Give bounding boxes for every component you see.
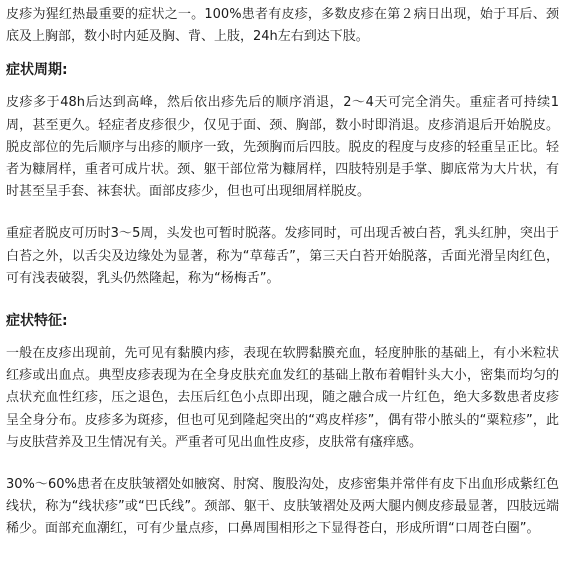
spacer xyxy=(6,454,559,474)
spacer xyxy=(6,290,559,310)
cycle-paragraph-2: 重症者脱皮可历时3～5周，头发也可暂时脱落。发疹同时，可出现舌被白苔，乳头红肿，突出于白苔之外，以舌尖及边缘处为显著，称为“草莓舌”，第三天白苔开始脱落，舌面光滑呈肉红色，可有浅表破裂，乳头仍然隆起，称为“杨梅舌”。 xyxy=(6,226,559,286)
spacer xyxy=(6,332,559,343)
spacer xyxy=(6,203,559,223)
spacer xyxy=(6,81,559,92)
cycle-paragraph-1: 皮疹多于48h后达到高峰，然后依出疹先后的顺序消退，2～4天可完全消失。重症者可持续1周，甚至更久。轻症者皮疹很少，仅见于面、颈、胸部，数小时即消退。皮疹消退后开始脱皮。脱皮部位的先后顺序与出疹的顺序一致，先颈胸而后四肢。脱皮的程度与皮疹的轻重呈正比。轻者为糠屑样，重者可成片状。颈、躯干部位常为糠屑样，四肢特别是手掌、脚底常为大片状，有时甚至呈手套、袜套状。面部皮疹少，但也可出现细屑样脱皮。 xyxy=(6,95,559,200)
spacer xyxy=(6,48,559,59)
heading-symptom-features: 症状特征: xyxy=(6,313,68,330)
heading-symptom-cycle: 症状周期: xyxy=(6,62,68,79)
feature-paragraph-2: 30%～60%患者在皮肤皱褶处如腋窝、肘窝、腹股沟处，皮疹密集并常伴有皮下出血形成紫红色线状，称为“线状疹”或“巴氏线”。颈部、躯干、皮肤皱褶处及两大腿内侧皮疹最显著，四肢远端稀少。面部充血潮红，可有少量点疹，口鼻周围相形之下显得苍白，形成所谓“口周苍白圈”。 xyxy=(6,477,559,537)
intro-paragraph: 皮疹为猩红热最重要的症状之一。100%患者有皮疹，多数皮疹在第２病日出现，始于耳后、颈底及上胸部，数小时内延及胸、背、上肢，24h左右到达下肢。 xyxy=(6,7,559,45)
feature-paragraph-1: 一般在皮疹出现前，先可见有黏膜内疹，表现在软腭黏膜充血，轻度肿胀的基础上，有小米粒状红疹或出血点。典型皮疹表现为在全身皮肤充血发红的基础上散布着帽针头大小，密集而均匀的点状充血性红疹，压之退色，去压后红色小点即出现，随之融合成一片红色，绝大多数患者皮疹呈全身分布。皮疹多为斑疹，但也可见到隆起突出的“鸡皮样疹”，偶有带小脓头的“粟粒疹”，此与皮肤营养及卫生情况有关。严重者可见出血性皮疹，皮肤常有瘙痒感。 xyxy=(6,346,559,450)
